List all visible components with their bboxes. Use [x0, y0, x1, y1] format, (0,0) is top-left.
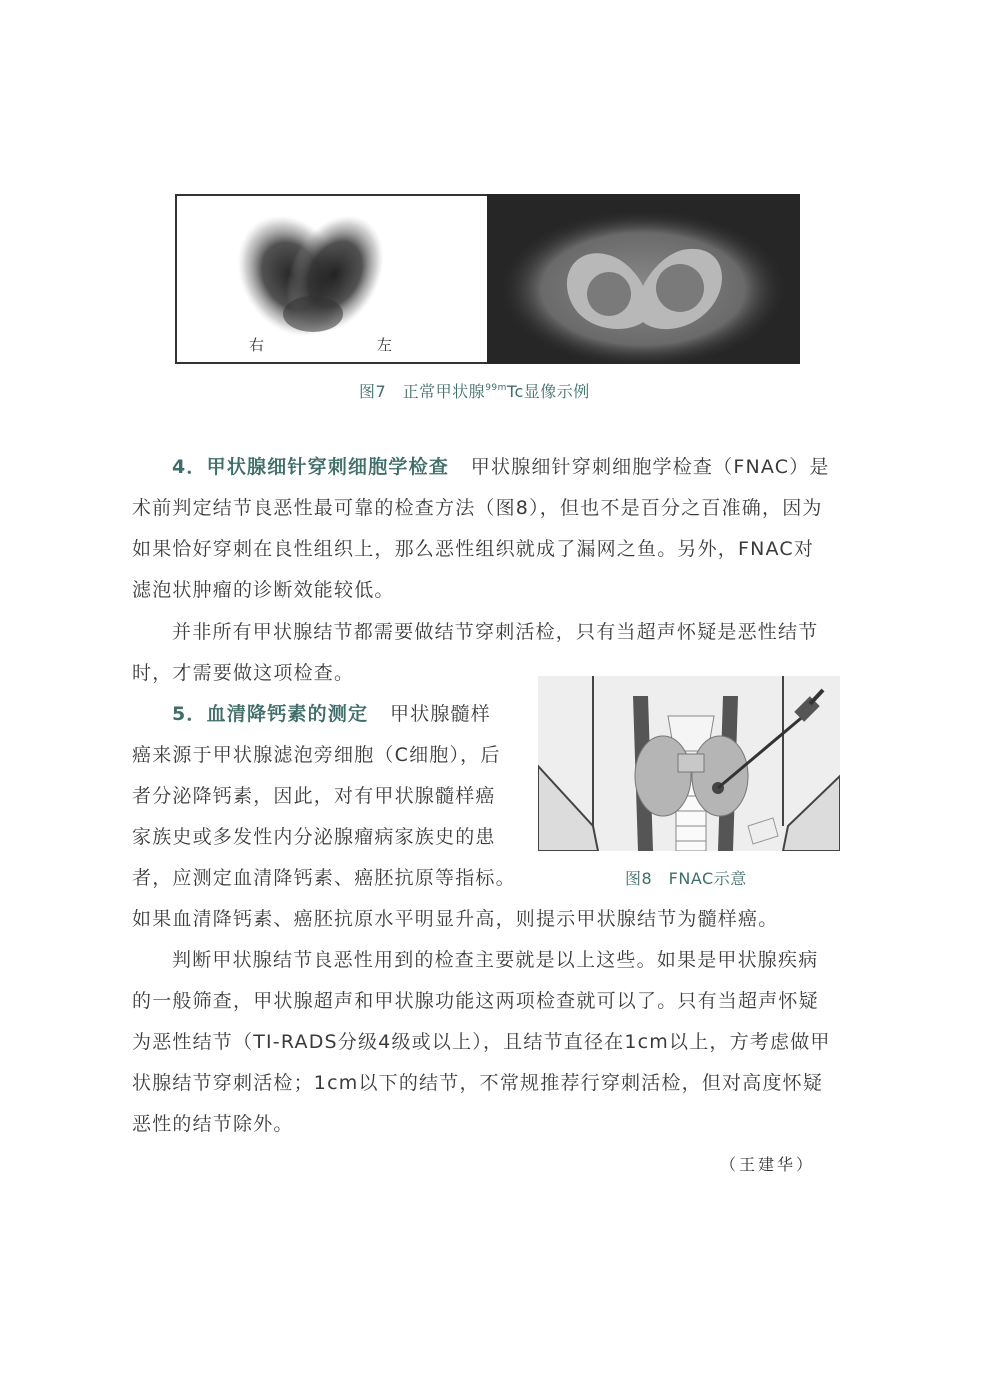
section-4-paragraph: 4．甲状腺细针穿刺细胞学检查 甲状腺细针穿刺细胞学检查（FNAC）是 术前判定结节良恶性最可靠的检查方法（图8），但也不是百分之百准确，因为 如果恰好穿刺在良性组织上，那么恶性组织就成了漏网之鱼。另外，FNAC对 滤泡状肿瘤的诊断效能较低。 — [132, 456, 830, 601]
label-left: 左 — [377, 336, 393, 354]
figure-7-caption: 图7 正常甲状腺$^{99m}$Tc显像示例 — [359, 382, 590, 401]
section-5-paragraph: 5．血清降钙素的测定 甲状腺髓样 癌来源于甲状腺滤泡旁细胞（C细胞），后 者分泌降钙素，因此，对有甲状腺髓样癌 家族史或多发性内分泌腺瘤病家族史的患 者，应测定血清降钙素、癌胚抗原等指标。 如果血清降钙素、癌胚抗原水平明显升高，则提示甲状腺结节为髓样癌。 — [132, 703, 779, 930]
figure-7 — [175, 194, 801, 364]
section-5-heading: 5．血清降钙素的测定 — [172, 703, 369, 725]
figure-8-caption: 图8 FNAC示意 — [625, 869, 747, 888]
label-right: 右 — [249, 336, 265, 354]
biopsy-paragraph: 并非所有甲状腺结节都需要做结节穿刺活检，只有当超声怀疑是恶性结节 时，才需要做这项检查。 — [132, 621, 819, 684]
author-signature: （王建华） — [720, 1155, 816, 1174]
scan-grayscale-image — [175, 194, 489, 364]
scan-inverted-image — [487, 194, 800, 364]
figure-8-illustration — [538, 676, 840, 851]
summary-paragraph: 判断甲状腺结节良恶性用到的检查主要就是以上这些。如果是甲状腺疾病 的一般筛查，甲状腺超声和甲状腺功能这两项检查就可以了。只有当超声怀疑 为恶性结节（TI-RADS分级4级或以上），且结节直径在1cm以上，方考虑做甲 状腺结节穿刺活检；1cm以下的结节，不常规推荐行穿刺活检，但对高度怀疑 恶性的结节除外。 — [132, 949, 831, 1135]
section-4-heading: 4．甲状腺细针穿刺细胞学检查 — [172, 456, 450, 478]
